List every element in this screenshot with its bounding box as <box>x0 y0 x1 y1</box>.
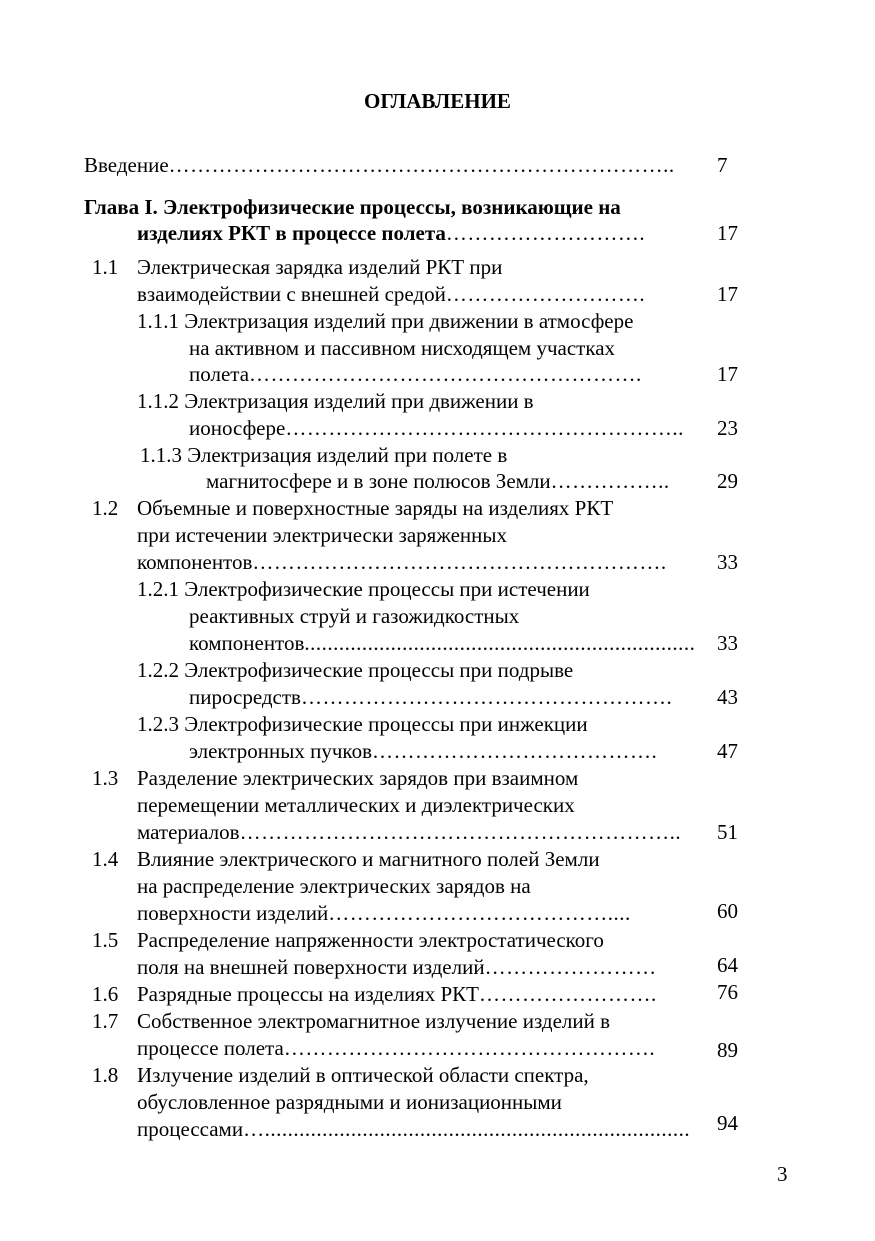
toc-page-number: 76 <box>717 980 738 1004</box>
toc-entry-line: при истечении электрически заряженных <box>137 523 507 547</box>
toc-leader-dots: …………………… <box>484 955 657 979</box>
toc-entry-line: Электризация изделий при полете в <box>187 443 508 467</box>
toc-entry-line: компонентов <box>189 631 305 655</box>
toc-entry-line: полета <box>189 362 250 386</box>
toc-section-number: 1.1.3 <box>140 443 182 467</box>
toc-section-number: 1.2.3 <box>137 712 179 736</box>
toc-entry-line: взаимодействии с внешней средой <box>137 282 446 306</box>
toc-entry-line: процессе полета <box>137 1036 284 1060</box>
toc-entry-line: Собственное электромагнитное излучение изделий в <box>137 1009 611 1033</box>
toc-entry-line: Разрядные процессы на изделиях РКТ <box>137 982 479 1006</box>
toc-section-number: 1.7 <box>92 1009 119 1033</box>
toc-entry-chapter <box>137 220 709 247</box>
toc-entry-1-1-2-heading <box>137 388 534 415</box>
toc-leader-dots: ……………………………………………. <box>300 685 673 709</box>
toc-entry-1-7 <box>137 1035 709 1062</box>
toc-page-number: 43 <box>717 685 738 709</box>
toc-entry-line: обусловленное разрядными и ионизационными <box>137 1090 562 1114</box>
toc-page-number: 89 <box>717 1038 738 1062</box>
toc-entry-line: реактивных струй и газожидкостных <box>189 604 520 628</box>
toc-page-number: 94 <box>717 1111 738 1135</box>
toc-entry-1-2 <box>137 549 709 576</box>
toc-section-number: 1.2.2 <box>137 658 179 682</box>
toc-entry-line: Электрофизические процессы при истечении <box>184 577 590 601</box>
toc-entry-line: материалов <box>137 820 240 844</box>
toc-entry-line: на распределение электрических зарядов на <box>137 874 531 898</box>
toc-entry-line: Влияние электрического и магнитного полей Земли <box>137 847 600 871</box>
toc-leader-dots: …………………………………. <box>371 739 658 763</box>
toc-section-number: 1.2.1 <box>137 577 179 601</box>
toc-page-number: 29 <box>717 469 738 493</box>
toc-page-number: 17 <box>717 282 738 306</box>
toc-entry-line: поля на внешней поверхности изделий <box>137 955 485 979</box>
toc-section-number: 1.1.1 <box>137 309 179 333</box>
toc-entry-line: на активном и пассивном нисходящем участках <box>189 336 616 360</box>
toc-chapter-title-line2: изделиях РКТ в процессе полета <box>137 221 446 245</box>
toc-section-number: 1.1.2 <box>137 389 179 413</box>
toc-entry-1-2-3-heading <box>137 711 588 738</box>
toc-entry-line: Объемные и поверхностные заряды на изделиях РКТ <box>137 496 614 520</box>
toc-section-number: 1.8 <box>92 1063 119 1087</box>
toc-section-number: 1.4 <box>92 847 119 871</box>
toc-entry-1-2-1 <box>189 630 709 657</box>
toc-entry-line: магнитосфере и в зоне полюсов Земли <box>206 469 551 493</box>
toc-entry-1-1-1 <box>189 361 709 388</box>
toc-entry-line: Электрическая зарядка изделий РКТ при <box>137 255 503 279</box>
toc-entry-1-1 <box>137 281 709 308</box>
toc-entry-line: компонентов <box>137 550 253 574</box>
toc-entry-1-1-2 <box>189 415 709 442</box>
toc-page-number: 51 <box>717 820 738 844</box>
toc-page-number: 17 <box>717 221 738 245</box>
toc-entry-line: пиросредств <box>189 685 301 709</box>
toc-leader-dots: ………………………. <box>445 282 646 306</box>
toc-entry-1-2-2 <box>189 684 709 711</box>
toc-leader-dots: ….......................................................................... <box>243 1117 691 1141</box>
toc-entry-line: поверхности изделий <box>137 901 329 925</box>
toc-leader-dots: ……………………………………………. <box>283 1036 656 1060</box>
toc-entry-1-3 <box>137 819 709 846</box>
toc-section-number: 1.6 <box>92 982 119 1006</box>
toc-leader-dots: ………………………………………………. <box>249 362 642 386</box>
toc-entry-1-6 <box>137 981 709 1008</box>
toc-entry-1-2-3 <box>189 738 709 765</box>
toc-page-number: 60 <box>717 899 738 923</box>
toc-entry-line: перемещении металлических и диэлектрических <box>137 793 575 817</box>
toc-page-number: 33 <box>717 550 738 574</box>
toc-page-number: 23 <box>717 416 738 440</box>
page-title: ОГЛАВЛЕНИЕ <box>364 89 511 113</box>
toc-leader-dots: …………….. <box>550 469 670 493</box>
toc-entry-1-5 <box>137 954 709 981</box>
toc-entry-line: Электрофизические процессы при подрыве <box>184 658 574 682</box>
toc-entry-1-4 <box>137 900 709 927</box>
toc-section-number: 1.2 <box>92 496 119 520</box>
toc-entry-1-2-1-heading <box>137 576 590 603</box>
toc-page-number: 33 <box>717 631 738 655</box>
toc-entry-intro <box>84 152 709 179</box>
toc-entry-1-1-1-heading <box>137 308 633 335</box>
toc-leader-dots: …………………………………………………………….. <box>168 153 675 177</box>
toc-entry-line: Распределение напряженности электростатического <box>137 928 604 952</box>
toc-leader-dots: ………………………. <box>445 221 646 245</box>
toc-entry-1-1-3 <box>206 468 709 495</box>
toc-leader-dots: .................................................................... <box>304 631 696 655</box>
toc-leader-dots: ……………………. <box>479 982 657 1006</box>
toc-entry-title: Введение <box>84 153 169 177</box>
toc-entry-1-8 <box>137 1116 709 1143</box>
toc-entry-1-1-3-heading <box>140 442 507 469</box>
toc-page-number: 64 <box>717 953 738 977</box>
toc-page-number: 7 <box>717 153 728 177</box>
toc-entry-line: ионосфере <box>189 416 286 440</box>
toc-leader-dots: ……………………………………………….. <box>285 416 684 440</box>
toc-page-number: 17 <box>717 362 738 386</box>
toc-section-number: 1.3 <box>92 766 119 790</box>
toc-leader-dots: …………………………………………………. <box>252 550 667 574</box>
toc-leader-dots: ………………………………….... <box>328 901 631 925</box>
toc-section-number: 1.1 <box>92 255 119 279</box>
toc-entry-line: электронных пучков <box>189 739 372 763</box>
toc-entry-line: Электризация изделий при движении в <box>184 389 534 413</box>
toc-entry-line: Электрофизические процессы при инжекции <box>184 712 588 736</box>
toc-entry-line: Излучение изделий в оптической области спектра, <box>137 1063 589 1087</box>
page-number: 3 <box>777 1162 788 1186</box>
toc-entry-line: процессами <box>137 1117 244 1141</box>
toc-leader-dots: …………………………………………………….. <box>239 820 682 844</box>
toc-entry-line: Разделение электрических зарядов при взаимном <box>137 766 579 790</box>
toc-page-number: 47 <box>717 739 738 763</box>
toc-entry-1-2-2-heading <box>137 657 573 684</box>
toc-entry-line: Электризация изделий при движении в атмосфере <box>184 309 634 333</box>
toc-section-number: 1.5 <box>92 928 119 952</box>
toc-chapter-title-line1: Глава I. Электрофизические процессы, возникающие на <box>84 195 621 219</box>
